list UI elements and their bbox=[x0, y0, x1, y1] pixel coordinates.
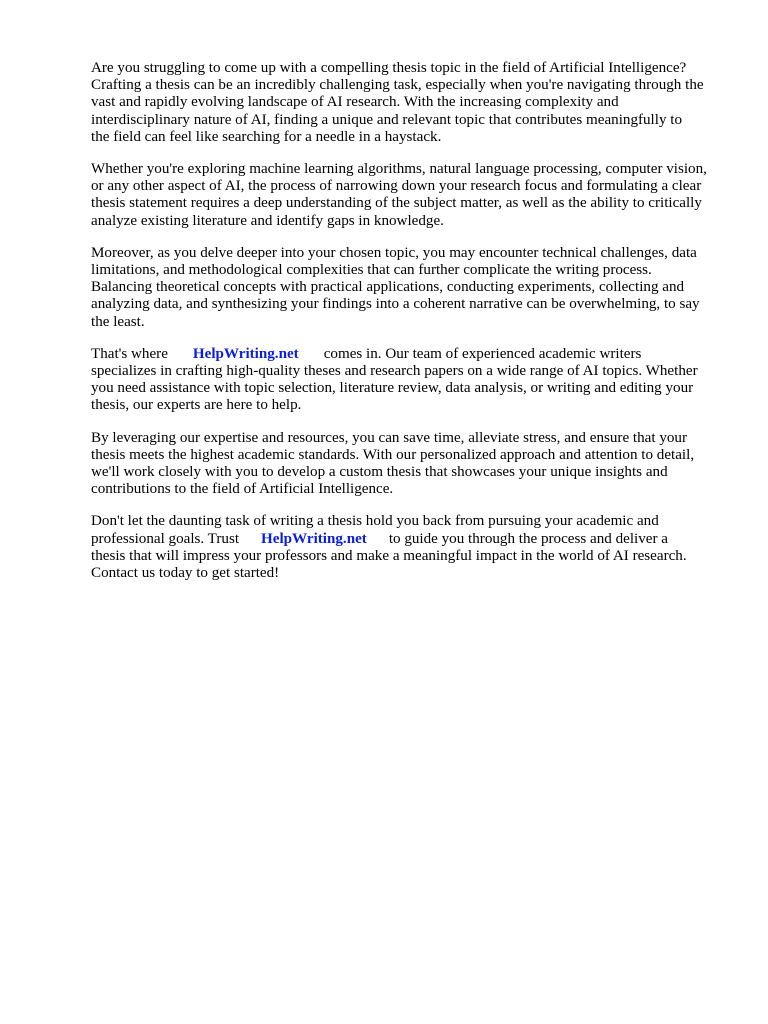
text-line: or any other aspect of AI, the process of narrowing down your research focus and formulating a clear bbox=[91, 178, 702, 195]
text-line: the least. bbox=[91, 313, 145, 330]
text-line: you need assistance with topic selection, literature review, data analysis, or writing and editing your bbox=[91, 380, 694, 397]
text-line: vast and rapidly evolving landscape of AI research. With the increasing complexity and bbox=[91, 94, 619, 111]
text-line: Contact us today to get started! bbox=[91, 565, 280, 582]
text-line: Are you struggling to come up with a compelling thesis topic in the field of Artificial Intelligence? bbox=[91, 60, 687, 76]
paragraph-expertise bbox=[91, 430, 718, 499]
text-line: Don't let the daunting task of writing a thesis hold you back from pursuing your academic and bbox=[91, 513, 659, 530]
text-line bbox=[91, 346, 718, 363]
text-segment: professional goals. Trust bbox=[91, 530, 240, 547]
text-line: thesis meets the highest academic standards. With our personalized approach and attention to detail, bbox=[91, 446, 695, 463]
text-segment: comes in. Our team of experienced academic writers bbox=[323, 345, 642, 362]
paragraph-intro bbox=[91, 60, 718, 146]
text-line: specializes in crafting high-quality theses and research papers on a wide range of AI topics. Whether bbox=[91, 363, 698, 380]
text-line: thesis that will impress your professors and make a meaningful impact in the world of AI research. bbox=[91, 547, 687, 564]
text-line: By leveraging our expertise and resources, you can save time, alleviate stress, and ensure that your bbox=[91, 429, 687, 446]
text-line bbox=[91, 531, 718, 548]
helpwriting-link[interactable]: HelpWriting.net bbox=[192, 345, 299, 362]
text-line: Whether you're exploring machine learning algorithms, natural language processing, computer vision, bbox=[91, 161, 707, 178]
text-line: interdisciplinary nature of AI, finding a unique and relevant topic that contributes meaningfully to bbox=[91, 111, 683, 128]
text-line: contributions to the field of Artificial Intelligence. bbox=[91, 481, 394, 498]
paragraph-exploring bbox=[91, 161, 718, 230]
paragraph-call-to-action bbox=[91, 513, 718, 582]
paragraph-service bbox=[91, 346, 718, 415]
text-line: Crafting a thesis can be an incredibly challenging task, especially when you're navigating through the bbox=[91, 77, 704, 94]
text-line: thesis statement requires a deep understanding of the subject matter, as well as the ability to critically bbox=[91, 195, 702, 212]
text-line: we'll work closely with you to develop a custom thesis that showcases your unique insights and bbox=[91, 464, 668, 481]
text-line: Moreover, as you delve deeper into your chosen topic, you may encounter technical challenges, data bbox=[91, 244, 697, 261]
text-line: analyzing data, and synthesizing your findings into a coherent narrative can be overwhelming, to say bbox=[91, 296, 700, 313]
text-segment: That's where bbox=[91, 345, 168, 362]
helpwriting-link[interactable]: HelpWriting.net bbox=[261, 530, 367, 547]
text-line: thesis, our experts are here to help. bbox=[91, 397, 302, 414]
paragraph-challenges bbox=[91, 245, 718, 331]
text-line: Balancing theoretical concepts with practical applications, conducting experiments, collecting and bbox=[91, 279, 685, 296]
text-line: limitations, and methodological complexities that can further complicate the writing process. bbox=[91, 262, 652, 279]
text-line: analyze existing literature and identify gaps in knowledge. bbox=[91, 212, 444, 229]
text-line: the field can feel like searching for a needle in a haystack. bbox=[91, 128, 442, 145]
text-segment: to guide you through the process and deliver a bbox=[388, 530, 668, 547]
